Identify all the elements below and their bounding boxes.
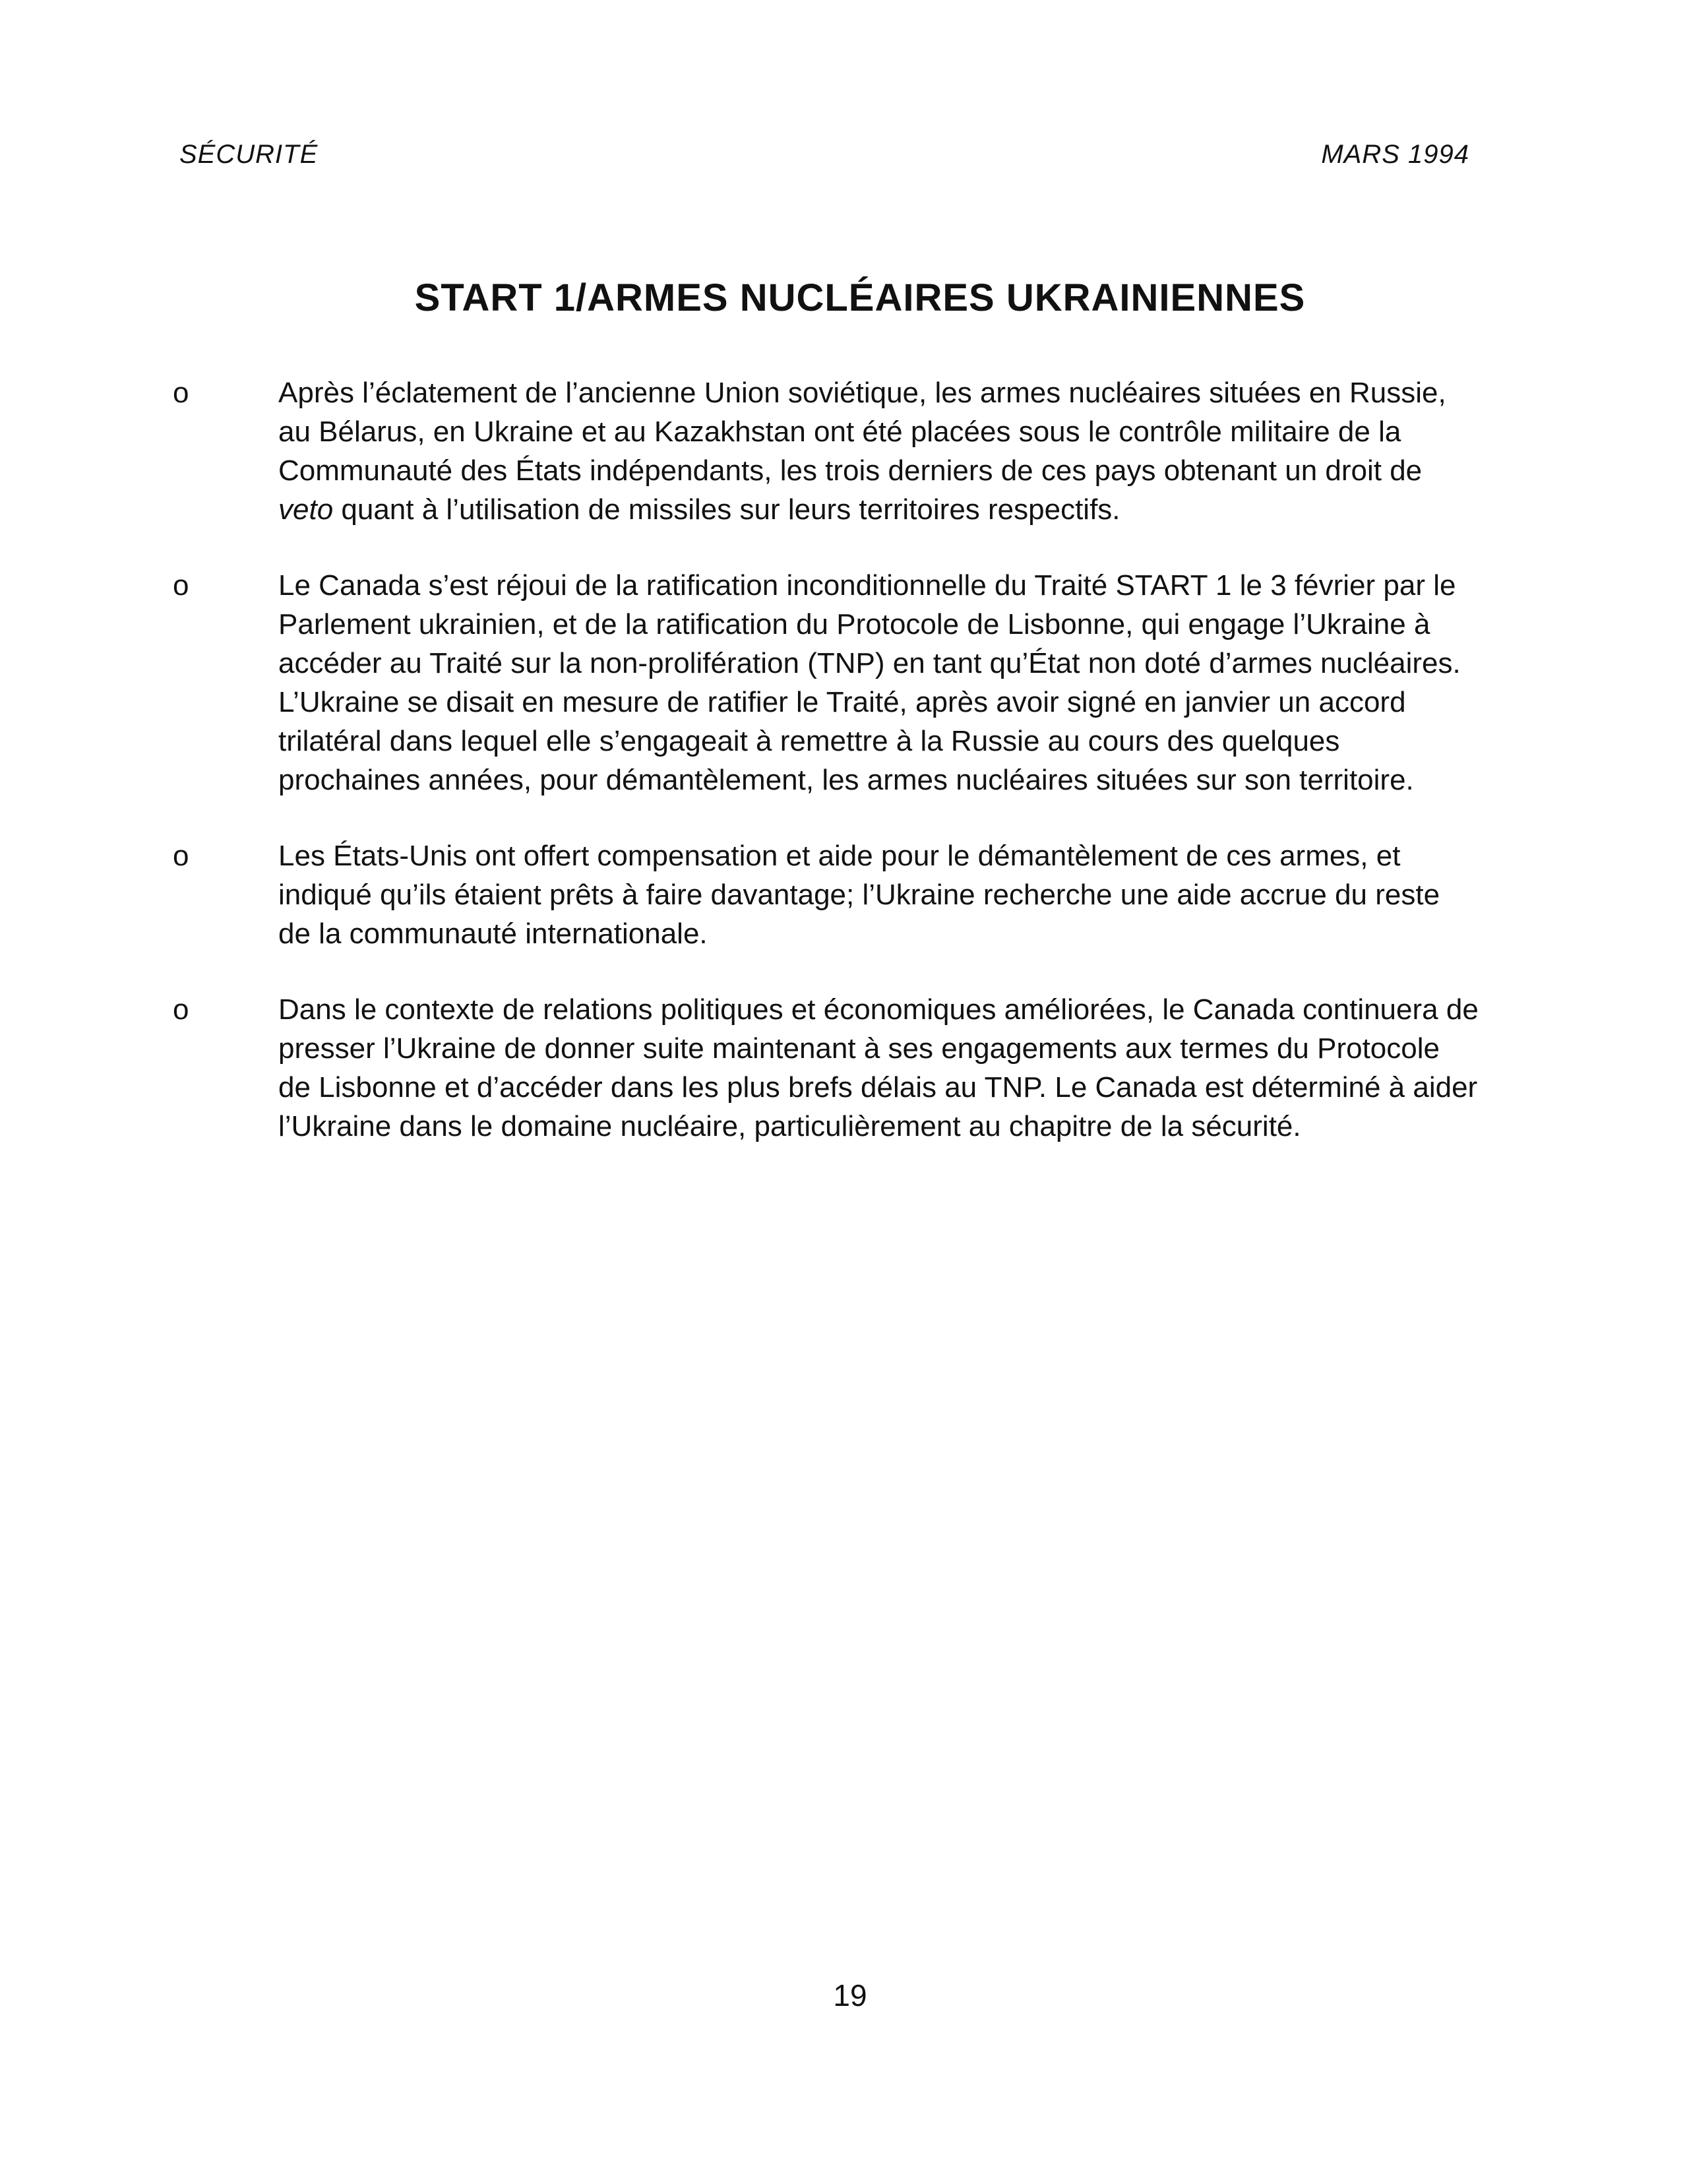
list-item-text-before: Après l’éclatement de l’ancienne Union soviétique, les armes nucléaires situées en Russie, au Bélarus, en Ukraine et au Kazakhstan ont été placées sous le contrôle militaire de la Communauté des États indépendants, les trois derniers de ces pays obtenant un droit de [278,377,1446,487]
header-date: MARS 1994 [1321,140,1469,169]
list-item-text: Les États-Unis ont offert compensation et aide pour le démantèlement de ces armes, et indiqué qu’ils étaient prêts à faire davantage; l’Ukraine recherche une aide accrue du reste de la communauté internationale. [278,840,1440,950]
bullet-icon: o [173,569,189,602]
list-item-text [278,373,1479,529]
list-item-text-after: quant à l’utilisation de missiles sur leurs territoires respectifs. [333,493,1120,526]
list-item [173,990,1479,1146]
list-item-text: Le Canada s’est réjoui de la ratification inconditionnelle du Traité START 1 le 3 février par le Parlement ukrainien, et de la ratification du Protocole de Lisbonne, qui engage l’Ukraine à accéder au Traité sur la non-prolifération (TNP) en tant qu’État non doté d’armes nucléaires. L’Ukraine se disait en mesure de ratifier le Traité, après avoir signé en janvier un accord trilatéral dans lequel elle s’engageait à remettre à la Russie au cours des quelques prochaines années, pour démantèlement, les armes nucléaires situées sur son territoire. [278,569,1461,796]
bullet-icon: o [173,377,189,409]
list-item [173,566,1479,799]
header-section: SÉCURITÉ [179,140,319,169]
list-item-text: Dans le contexte de relations politiques et économiques améliorées, le Canada continuera de presser l’Ukraine de donner suite maintenant à ses engagements aux termes du Protocole de Lisbonne et d’accéder dans les plus brefs délais au TNP. Le Canada est déterminé à aider l’Ukraine dans le domaine nucléaire, particulièrement au chapitre de la sécurité. [278,993,1479,1142]
bullet-icon: o [173,993,189,1026]
bullet-list [173,373,1479,1183]
list-item [173,836,1479,953]
page-title: START 1/ARMES NUCLÉAIRES UKRAINIENNES [414,276,1306,319]
bullet-icon: o [173,840,189,872]
list-item-emphasis: veto [278,493,334,526]
page-number: 19 [833,1978,867,2012]
list-item [173,373,1479,529]
